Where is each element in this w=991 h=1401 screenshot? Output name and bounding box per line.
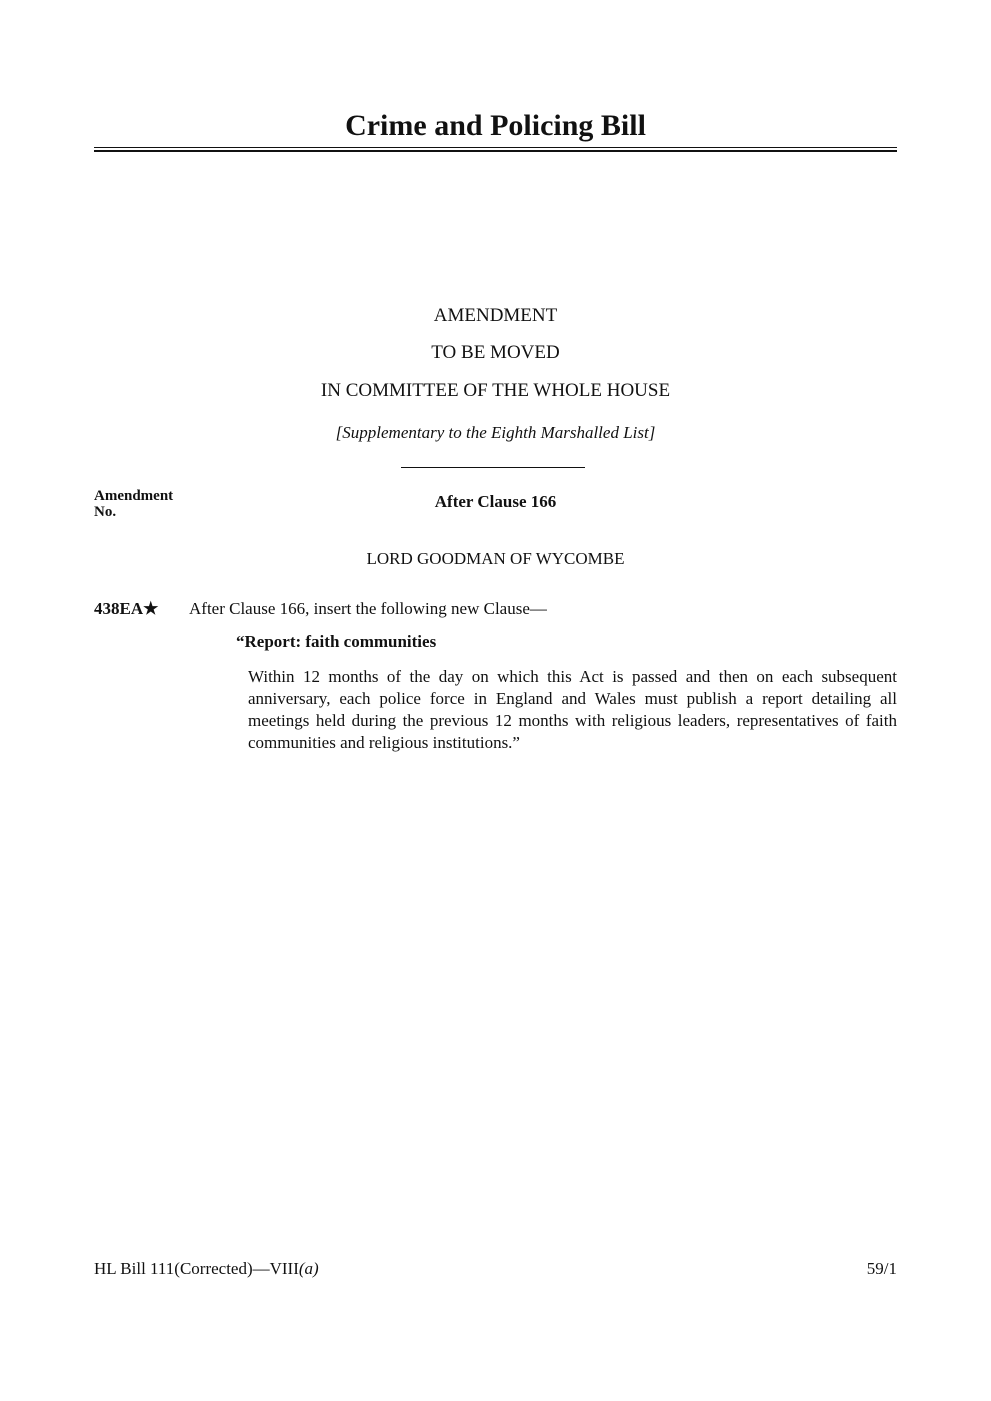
- supplementary-note: [Supplementary to the Eighth Marshalled List]: [335, 423, 656, 442]
- bill-ref-suffix: (a): [298, 1259, 319, 1278]
- amendment-heading: AMENDMENT: [433, 305, 558, 326]
- sponsor-name: LORD GOODMAN OF WYCOMBE: [366, 549, 625, 568]
- section-heading: After Clause 166: [434, 492, 557, 511]
- bill-ref-text: HL Bill 111(Corrected)—VIII: [94, 1259, 299, 1278]
- to-be-moved-heading: TO BE MOVED: [431, 342, 560, 363]
- amendment-instruction: After Clause 166, insert the following new Clause—: [189, 599, 547, 618]
- document-title: Crime and Policing Bill: [345, 109, 646, 142]
- column-label-line2: No.: [94, 504, 117, 520]
- new-clause-title: “Report: faith communities: [236, 632, 437, 651]
- footer-page-number: 59/1: [866, 1259, 897, 1278]
- new-clause-body: Within 12 months of the day on which this Act is passed and then on each subsequent anniversary, each police force in England and Wales must publish a report detailing all meetings held during the previous 12 months with religious leaders, representatives of faith communities and religious institutions.”: [248, 667, 897, 752]
- footer-bill-reference: [94, 1258, 319, 1280]
- committee-heading: IN COMMITTEE OF THE WHOLE HOUSE: [320, 380, 671, 401]
- section-divider: [401, 467, 585, 468]
- title-rule-thin: [94, 147, 897, 148]
- title-rule-thick: [94, 150, 897, 152]
- column-label-line1: Amendment: [94, 488, 174, 504]
- amendment-number: 438EA★: [94, 599, 159, 618]
